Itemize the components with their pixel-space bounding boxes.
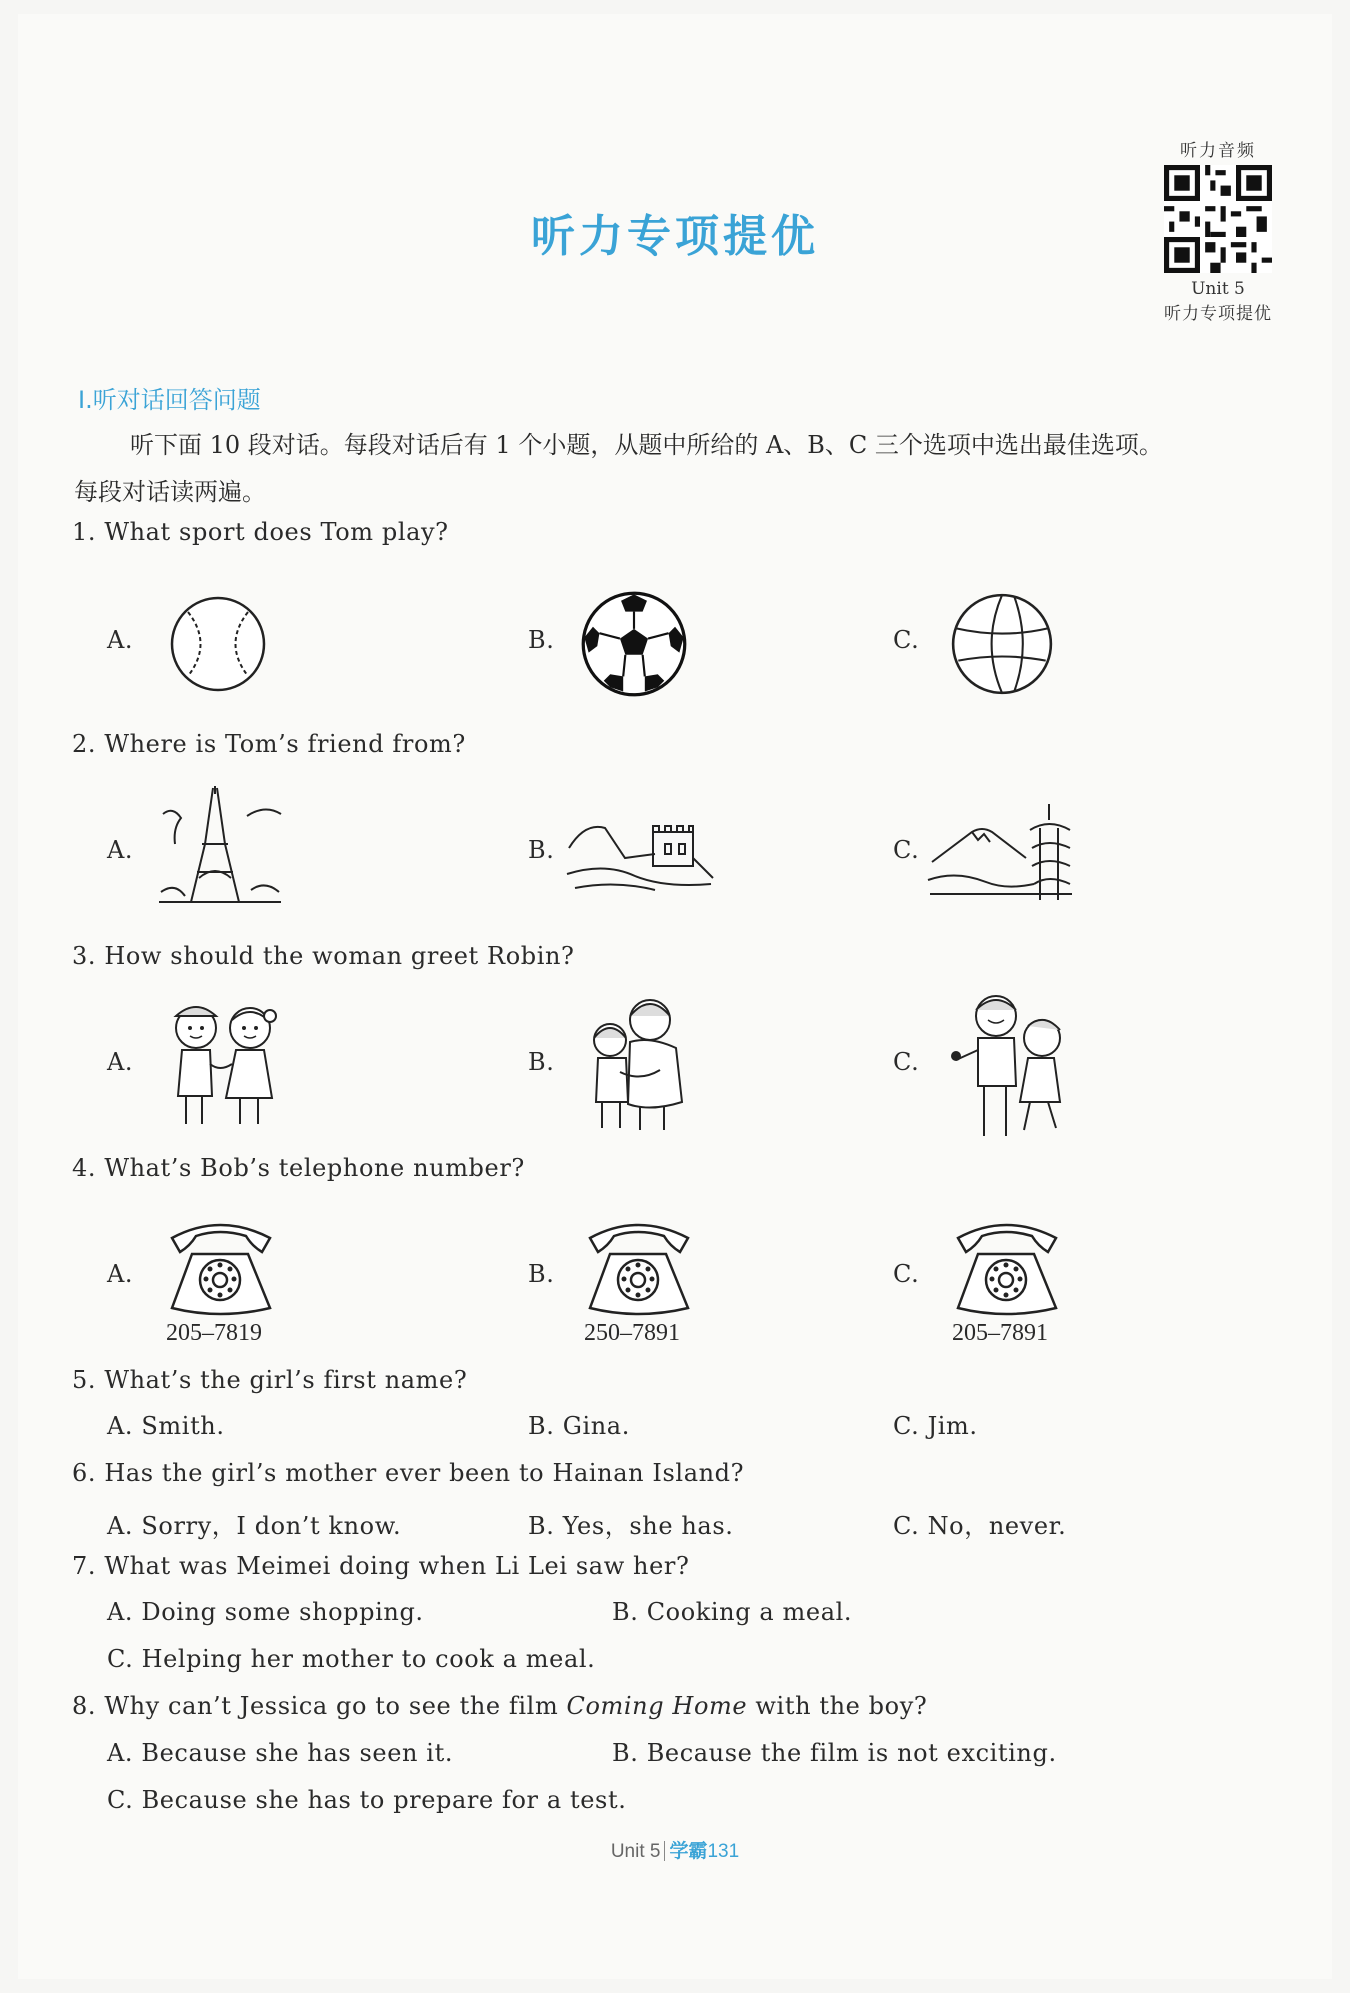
- q1-option-b[interactable]: B.: [528, 626, 555, 654]
- volleyball-icon: [950, 592, 1054, 696]
- qr-block: [1150, 136, 1286, 324]
- q5-option-a[interactable]: A. Smith.: [107, 1412, 225, 1440]
- q8-film-title: Coming Home: [566, 1692, 748, 1720]
- intro-line-1: 听下面 10 段对话。每段对话后有 1 个小题，从题中所给的 A、B、C 三个选项中选出最佳选项。: [130, 431, 1163, 459]
- q6-option-c[interactable]: C. No，never.: [893, 1512, 1067, 1540]
- q4-number-c: 205–7891: [952, 1320, 1048, 1346]
- kiss-icon: [948, 990, 1078, 1140]
- q3-option-c[interactable]: C.: [893, 1048, 920, 1076]
- q7-option-a[interactable]: A. Doing some shopping.: [107, 1598, 424, 1626]
- q8-option-c[interactable]: C. Because she has to prepare for a test.: [107, 1786, 627, 1814]
- section-heading: Ⅰ.听对话回答问题: [78, 386, 261, 414]
- question-2: 2. Where is Tom’s friend from?: [72, 730, 466, 758]
- footer-divider: [664, 1841, 665, 1861]
- q8-text-after: with the boy?: [747, 1692, 928, 1720]
- q7-option-c[interactable]: C. Helping her mother to cook a meal.: [107, 1645, 596, 1673]
- question-5: 5. What’s the girl’s first name?: [72, 1366, 468, 1394]
- q6-option-b[interactable]: B. Yes，she has.: [528, 1512, 734, 1540]
- q1-option-a[interactable]: A.: [107, 626, 134, 654]
- page-number: 131: [707, 1841, 740, 1862]
- q4-option-c[interactable]: C.: [893, 1260, 920, 1288]
- qr-sub-label: 听力专项提优: [1164, 304, 1272, 324]
- q1-option-c[interactable]: C.: [893, 626, 920, 654]
- q2-option-a[interactable]: A.: [107, 836, 134, 864]
- intro-line-2: 每段对话读两遍。: [74, 478, 266, 506]
- q5-option-b[interactable]: B. Gina.: [528, 1412, 630, 1440]
- hug-icon: [580, 992, 690, 1134]
- qr-unit-label: Unit 5: [1191, 279, 1245, 299]
- telephone-icon: [948, 1216, 1066, 1320]
- question-8: [72, 1692, 927, 1720]
- q3-option-b[interactable]: B.: [528, 1048, 555, 1076]
- telephone-icon: [580, 1216, 698, 1320]
- q8-option-b[interactable]: B. Because the film is not exciting.: [612, 1739, 1057, 1767]
- eiffel-tower-icon: [155, 784, 285, 912]
- baseball-icon: [168, 594, 268, 694]
- question-4: 4. What’s Bob’s telephone number?: [72, 1154, 525, 1182]
- page-footer: [0, 1836, 1350, 1863]
- q4-option-a[interactable]: A.: [107, 1260, 134, 1288]
- footer-unit: Unit 5: [610, 1841, 661, 1862]
- footer-brand: 学霸: [669, 1841, 708, 1862]
- question-7: 7. What was Meimei doing when Li Lei saw her?: [72, 1552, 690, 1580]
- handshake-icon: [160, 998, 288, 1130]
- mount-fuji-pagoda-icon: [926, 800, 1076, 906]
- question-1: 1. What sport does Tom play?: [72, 518, 449, 546]
- qr-code-icon[interactable]: [1164, 165, 1272, 273]
- great-wall-icon: [565, 818, 715, 894]
- qr-top-label: 听力音频: [1180, 141, 1256, 161]
- q2-option-c[interactable]: C.: [893, 836, 920, 864]
- q2-option-b[interactable]: B.: [528, 836, 555, 864]
- question-3: 3. How should the woman greet Robin?: [72, 942, 575, 970]
- q4-number-b: 250–7891: [584, 1320, 680, 1346]
- q4-number-a: 205–7819: [166, 1320, 262, 1346]
- q3-option-a[interactable]: A.: [107, 1048, 134, 1076]
- q8-option-a[interactable]: A. Because she has seen it.: [107, 1739, 454, 1767]
- q4-option-b[interactable]: B.: [528, 1260, 555, 1288]
- page-title: 听力专项提优: [531, 211, 819, 262]
- q7-option-b[interactable]: B. Cooking a meal.: [612, 1598, 853, 1626]
- q8-text-before: 8. Why can’t Jessica go to see the film: [72, 1692, 567, 1720]
- q6-option-a[interactable]: A. Sorry，I don’t know.: [107, 1512, 402, 1540]
- soccer-ball-icon: [580, 590, 688, 698]
- telephone-icon: [162, 1216, 280, 1320]
- question-6: 6. Has the girl’s mother ever been to Hainan Island?: [72, 1459, 745, 1487]
- q5-option-c[interactable]: C. Jim.: [893, 1412, 978, 1440]
